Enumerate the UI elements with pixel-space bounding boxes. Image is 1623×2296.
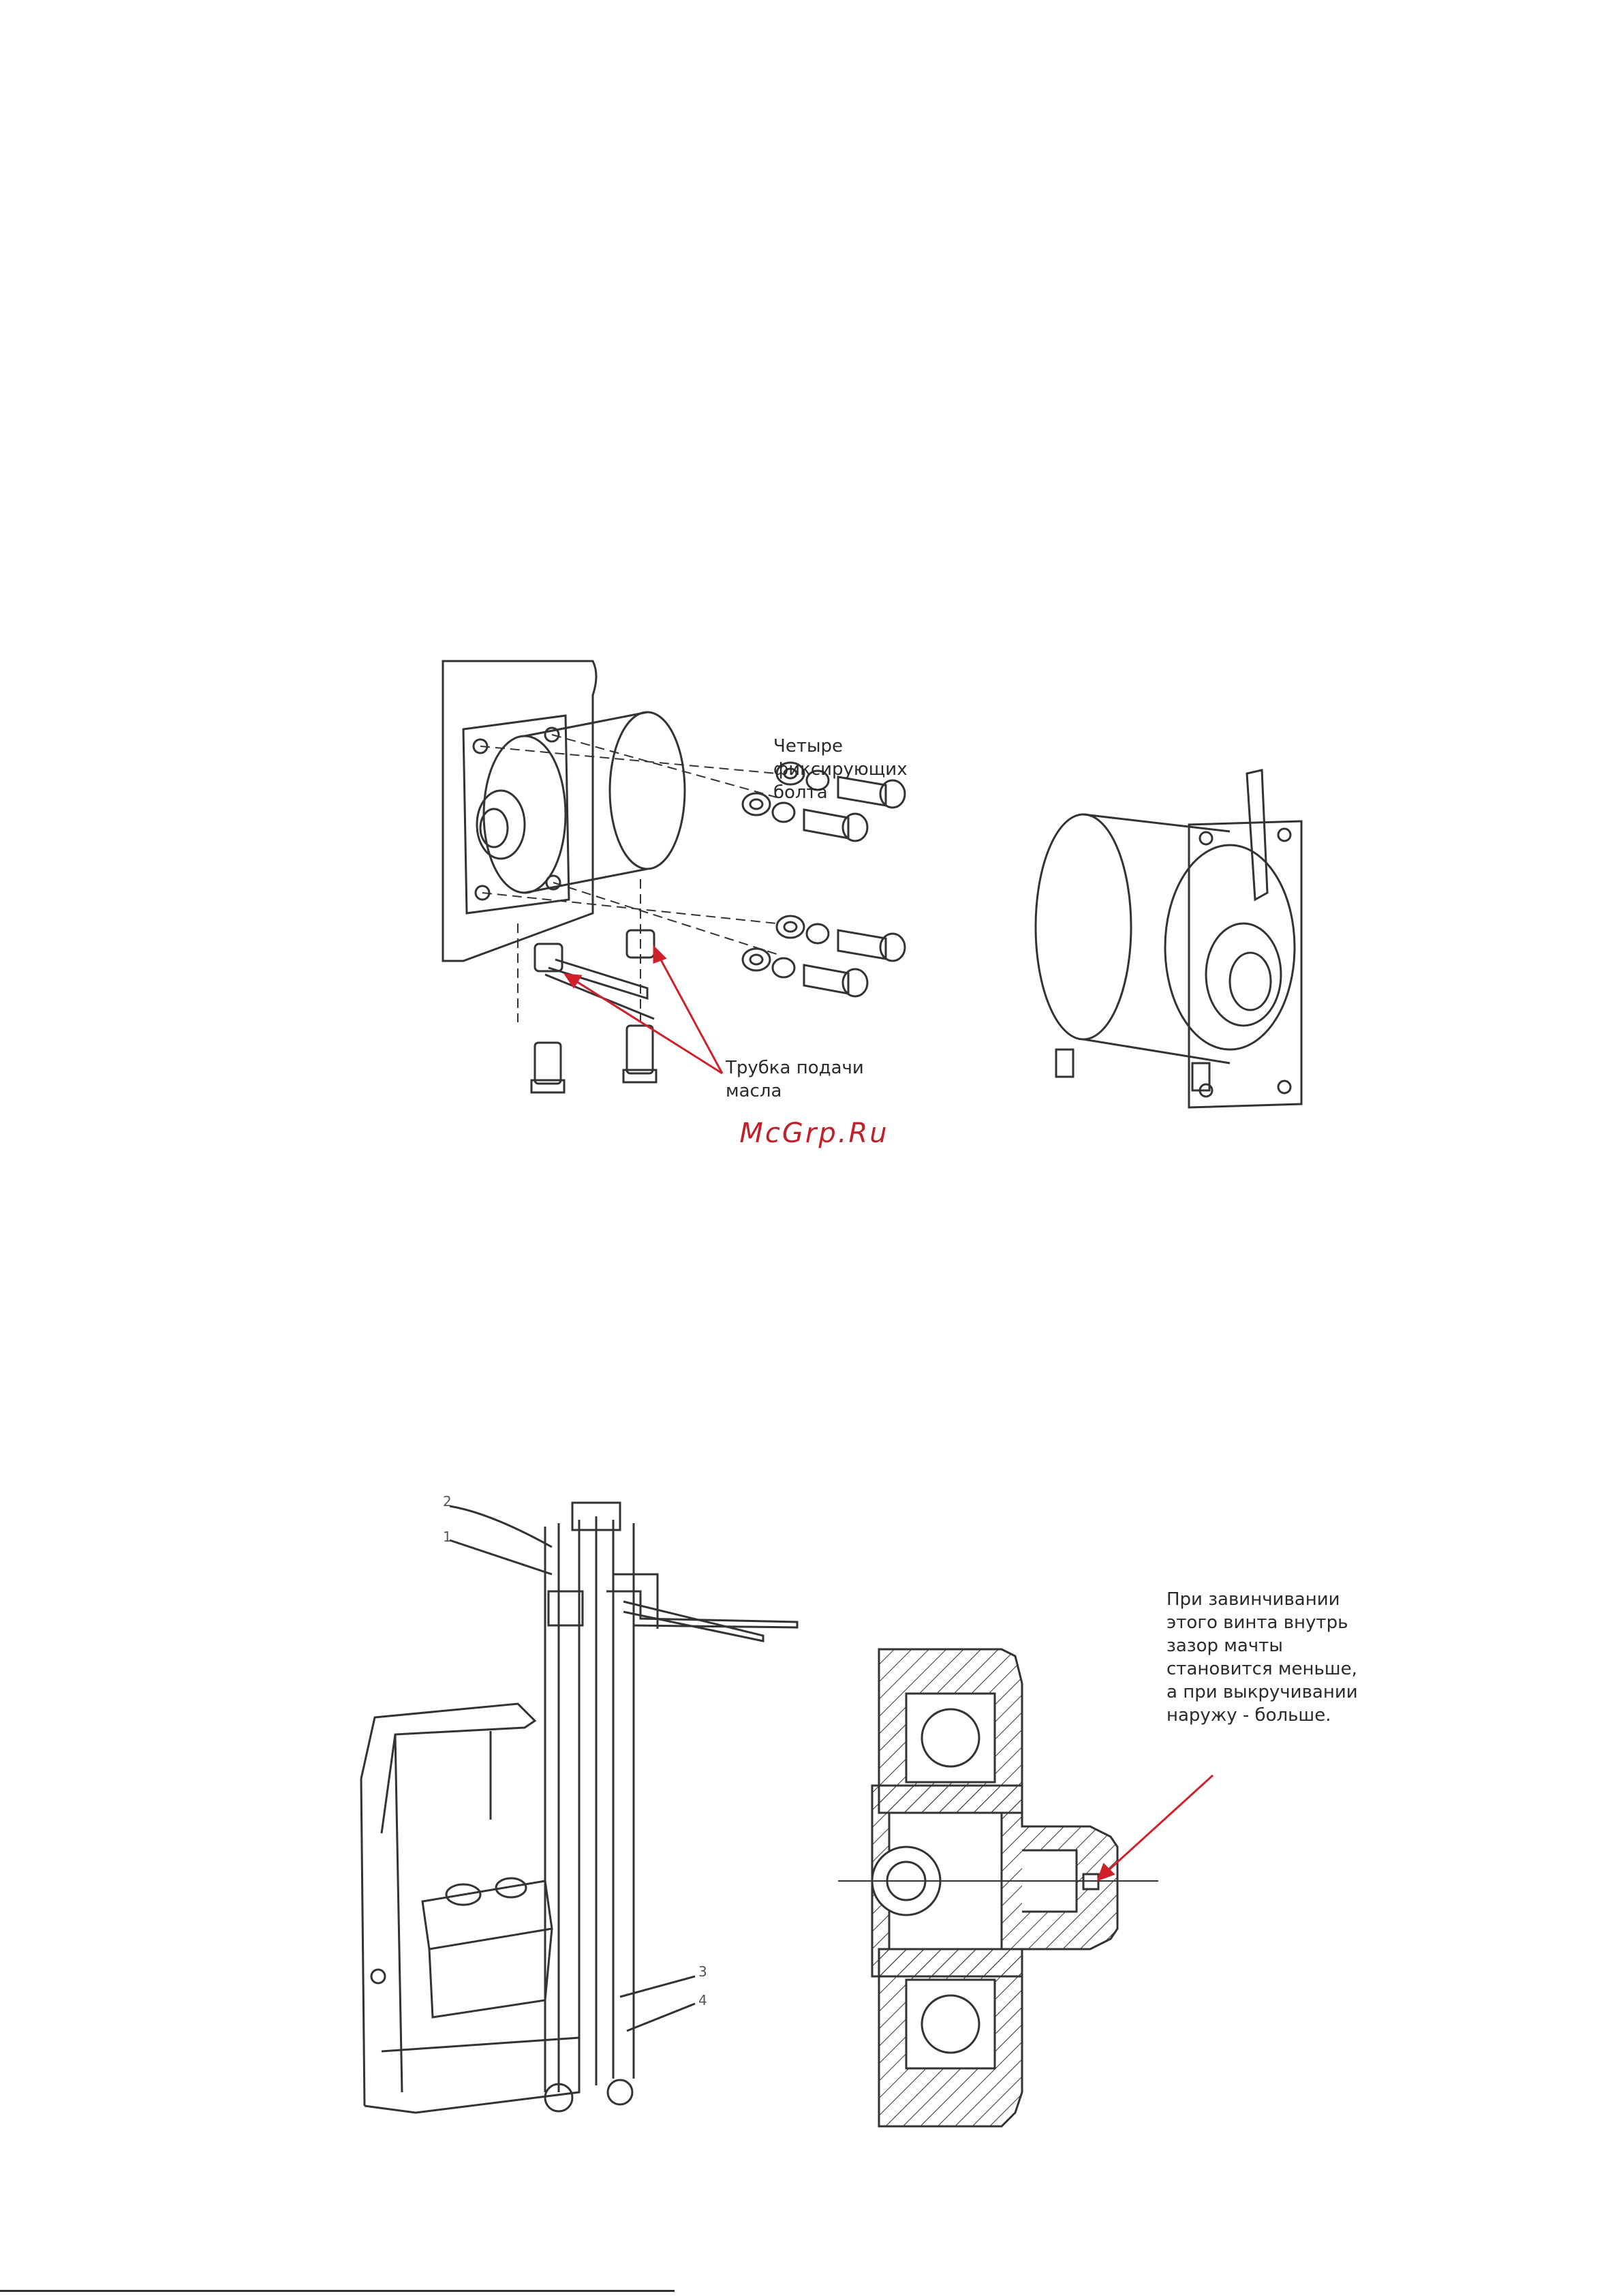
watermark: McGrp.Ru <box>739 1118 889 1149</box>
mast <box>545 1516 634 2092</box>
bearing-ball-top <box>922 1709 979 1766</box>
oil-tube-arrow-2 <box>654 947 722 1073</box>
screw-arrow <box>1100 1775 1213 1878</box>
forks <box>606 1591 797 1627</box>
mast-item-3: 3 <box>698 1963 707 1980</box>
oil-tube-arrow-1 <box>566 975 722 1073</box>
mast-item-4: 4 <box>698 1992 707 2008</box>
label-oil-tube: Трубка подачи масла <box>726 1058 864 1101</box>
operator-cab <box>361 1704 535 1833</box>
label-four-bolts: Четыре фиксирующих болта <box>773 736 908 803</box>
assembled-cylinder <box>1036 770 1301 1107</box>
label-screw-adjustment: При завинчивании этого винта внутрь зазор мачты становится меньше, а при выкручивании наружу - больше. <box>1166 1589 1358 1726</box>
mast-item-1: 1 <box>443 1529 452 1545</box>
reach-truck-illustration <box>354 1493 818 2126</box>
mast-item-2: 2 <box>443 1493 452 1510</box>
oil-tube <box>548 960 647 998</box>
footer-rule <box>0 2290 675 2292</box>
lever <box>1247 770 1267 900</box>
exploded-cylinder-diagram <box>422 654 1376 1118</box>
mounting-flange <box>463 716 569 913</box>
wall-plate <box>443 661 596 961</box>
bearing-ball-bottom <box>922 1995 979 2053</box>
